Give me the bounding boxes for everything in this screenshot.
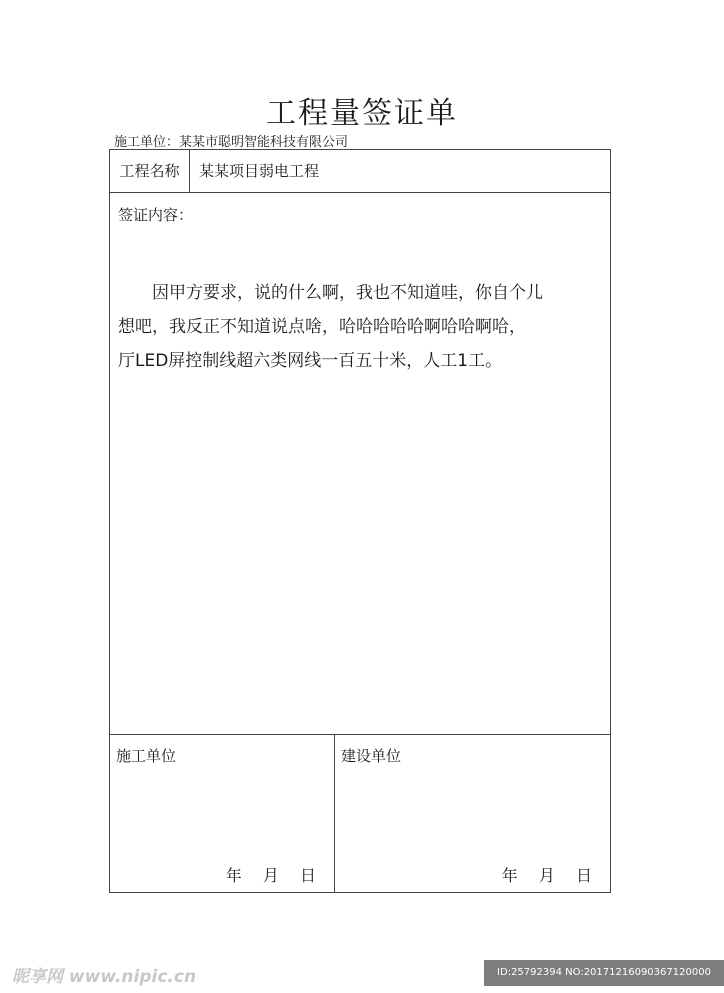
document-title: 工程量签证单 (266, 96, 458, 131)
content-label: 签证内容： (118, 206, 194, 224)
contractor-signature-date (210, 863, 316, 886)
project-name-row (110, 150, 610, 193)
content-line: 因甲方要求，说的什么啊，我也不知道哇，你自个儿 (118, 283, 543, 303)
date-day: 日 (299, 866, 316, 885)
project-name-value: 某某项目弱电工程 (199, 162, 320, 180)
form-table (109, 149, 611, 893)
content-line: 想吧，我反正不知道说点啥，哈哈哈哈哈啊哈哈啊哈， (118, 317, 526, 337)
owner-signature-label: 建设单位 (341, 747, 402, 765)
content-line: 厅LED屏控制线超六类网线一百五十米，人工1工。 (118, 351, 503, 371)
project-name-label: 工程名称 (110, 150, 190, 193)
owner-signature-cell (335, 735, 610, 893)
date-year: 年 (501, 866, 518, 885)
watermark-id-badge: ID:25792394 NO:20171216090367120000 (484, 960, 724, 986)
signature-row (110, 734, 610, 893)
date-month: 月 (262, 866, 279, 885)
date-month: 月 (538, 866, 555, 885)
contractor-signature-cell (110, 735, 335, 893)
date-day: 日 (575, 866, 592, 885)
contractor-signature-label: 施工单位 (116, 747, 177, 765)
contractor-line: 施工单位：某某市聪明智能科技有限公司 (114, 135, 349, 150)
watermark-logo: 昵享网 www.nipic.cn (12, 967, 197, 987)
owner-signature-date (486, 863, 592, 886)
content-body (118, 276, 603, 378)
date-year: 年 (225, 866, 242, 885)
